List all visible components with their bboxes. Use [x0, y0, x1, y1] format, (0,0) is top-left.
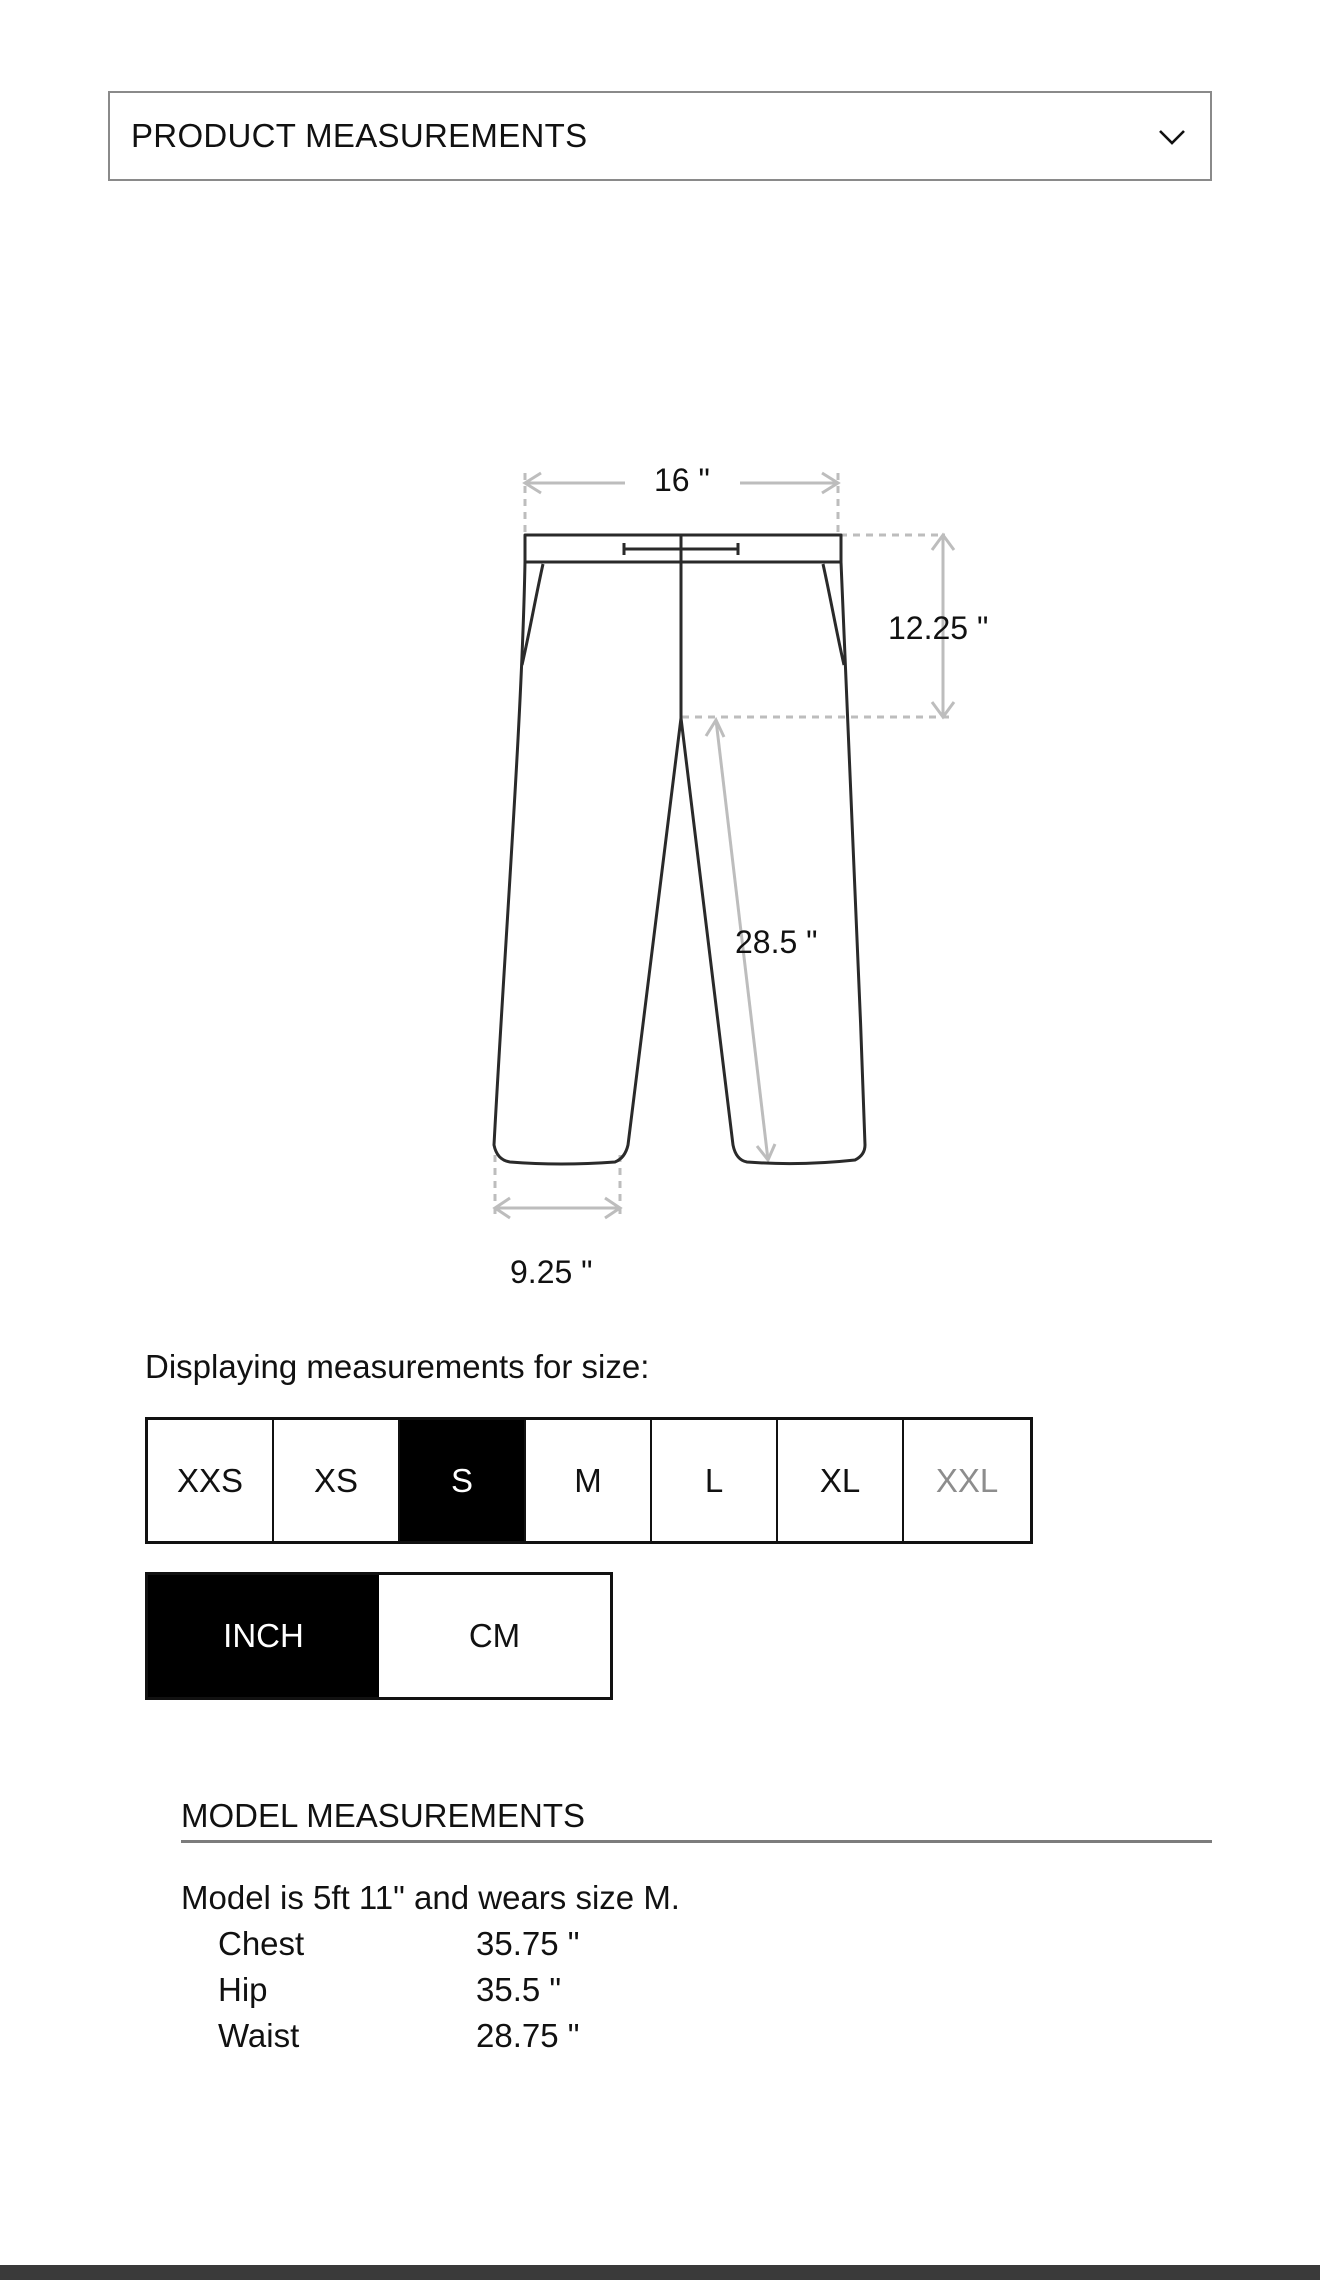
trousers-illustration: [0, 440, 1320, 1320]
size-caption: Displaying measurements for size:: [145, 1348, 650, 1385]
size-option-s[interactable]: S: [400, 1420, 526, 1541]
leg-opening-measurement-label: 9.25 ": [510, 1254, 593, 1290]
size-option-xxl[interactable]: XXL: [904, 1420, 1030, 1541]
product-measurements-accordion[interactable]: [108, 91, 1212, 181]
trousers-outline: [494, 535, 865, 1164]
chevron-down-icon: [1156, 121, 1188, 153]
accordion-title: PRODUCT MEASUREMENTS: [131, 117, 588, 154]
measurement-diagram: [0, 440, 1320, 1320]
measurement-name: Waist: [218, 2017, 300, 2054]
model-row-hip: [218, 1971, 579, 2017]
model-measurements-heading: MODEL MEASUREMENTS: [181, 1797, 585, 1834]
measurement-name: Chest: [218, 1925, 305, 1962]
waist-measurement-label: 16 ": [654, 462, 710, 498]
rise-measurement-label: 12.25 ": [888, 610, 989, 646]
model-row-waist: [218, 2017, 579, 2063]
size-selector: [145, 1417, 1033, 1544]
bottom-bar: [0, 2265, 1320, 2280]
model-row-chest: [218, 1925, 579, 1971]
measurement-value: 35.5 ": [476, 1971, 562, 2008]
unit-option-inch[interactable]: INCH: [148, 1575, 379, 1697]
inseam-measurement-label: 28.5 ": [735, 924, 818, 960]
measurement-name: Hip: [218, 1971, 268, 2008]
model-summary: Model is 5ft 11" and wears size M.: [181, 1879, 680, 1916]
unit-toggle: [145, 1572, 613, 1700]
measurement-value: 35.75 ": [476, 1925, 580, 1962]
unit-option-cm[interactable]: CM: [379, 1575, 610, 1697]
divider: [181, 1840, 1212, 1843]
size-option-m[interactable]: M: [526, 1420, 652, 1541]
model-measurements-table: [218, 1925, 579, 2063]
measurement-value: 28.75 ": [476, 2017, 580, 2054]
size-option-xs[interactable]: XS: [274, 1420, 400, 1541]
size-option-xl[interactable]: XL: [778, 1420, 904, 1541]
size-option-l[interactable]: L: [652, 1420, 778, 1541]
size-option-xxs[interactable]: XXS: [148, 1420, 274, 1541]
